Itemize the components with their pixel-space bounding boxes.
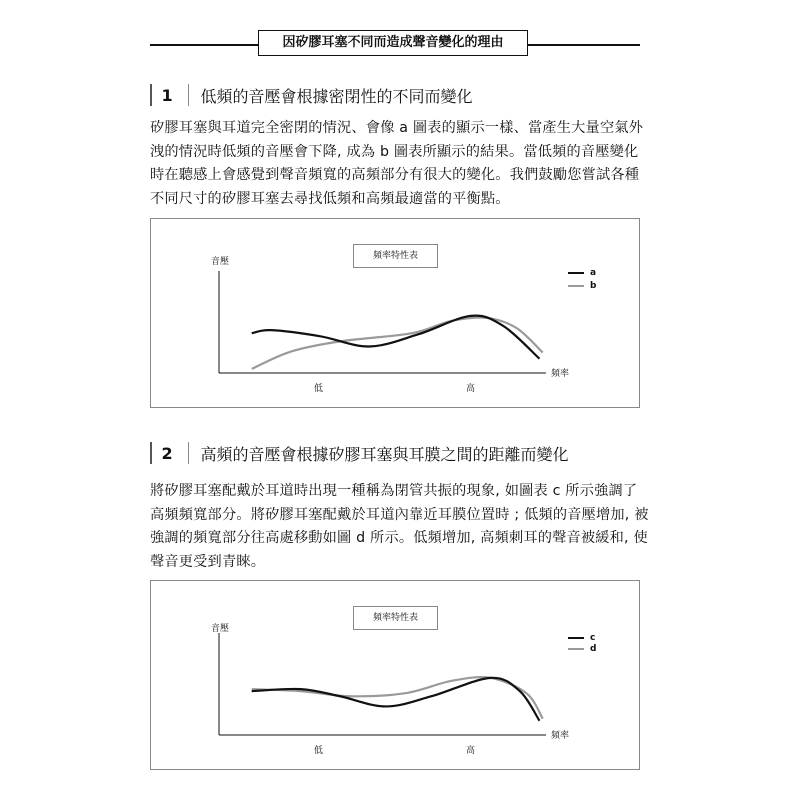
legend-label: c <box>590 632 596 643</box>
y-axis-label: 音壓 <box>211 624 230 634</box>
section-heading-1 <box>150 83 473 107</box>
divider <box>150 442 152 464</box>
page-title: 因矽膠耳塞不同而造成聲音變化的理由 <box>258 30 528 56</box>
legend-label: d <box>590 643 597 654</box>
series-line-d <box>252 677 543 719</box>
series-line-c <box>252 678 540 721</box>
series-line-a <box>252 316 540 359</box>
legend-label: b <box>590 280 597 291</box>
divider <box>188 442 189 464</box>
legend-label: a <box>590 267 597 278</box>
x-axis-label: 頻率 <box>551 369 570 379</box>
divider <box>188 84 189 106</box>
section-paragraph-2: 將矽膠耳塞配戴於耳道時出現一種稱為閉管共振的現象, 如圖表 c 所示強調了高頻頻寬部分。將矽膠耳塞配戴於耳道內靠近耳膜位置時 ; 低頻的音壓增加, 被強調的頻寬部分往高處移動如圖 d 所示。低頻增加, 高頻刺耳的聲音被緩和, 使聲音更受到青睞。 <box>150 483 649 570</box>
frequency-chart-2 <box>150 580 640 770</box>
chart-title: 頻率特性表 <box>353 244 438 268</box>
y-axis-label: 音壓 <box>211 257 230 267</box>
series-line-b <box>252 318 543 369</box>
section-title: 高頻的音壓會根據矽膠耳塞與耳膜之間的距離而變化 <box>200 444 569 464</box>
x-tick-low: 低 <box>314 746 324 756</box>
x-tick-high: 高 <box>466 384 476 394</box>
divider <box>150 84 152 106</box>
legend-item-c <box>568 632 595 643</box>
legend-item-a <box>568 267 596 278</box>
x-axis-label: 頻率 <box>551 731 570 741</box>
header-rule-right <box>526 44 640 46</box>
section-number: 1 <box>161 85 173 105</box>
legend-item-b <box>568 280 596 291</box>
x-tick-high: 高 <box>466 746 476 756</box>
x-tick-low: 低 <box>314 384 324 394</box>
section-paragraph-1: 矽膠耳塞與耳道完全密閉的情況、會像 a 圖表的顯示一樣、當產生大量空氣外洩的情況時低頻的音壓會下降, 成為 b 圖表所顯示的結果。當低頻的音壓變化時在聽感上會感覺到聲音頻寬的高頻部分有很大的變化。我們鼓勵您嘗試各種不同尺寸的矽膠耳塞去尋找低頻和高頻最適當的平衡點。 <box>150 120 644 207</box>
chart-title: 頻率特性表 <box>353 606 438 630</box>
frequency-chart-1 <box>150 218 640 408</box>
section-title: 低頻的音壓會根據密閉性的不同而變化 <box>200 86 473 106</box>
section-heading-2 <box>150 441 569 465</box>
header-rule-left <box>150 44 260 46</box>
section-number: 2 <box>161 443 173 463</box>
legend-item-d <box>568 643 596 654</box>
